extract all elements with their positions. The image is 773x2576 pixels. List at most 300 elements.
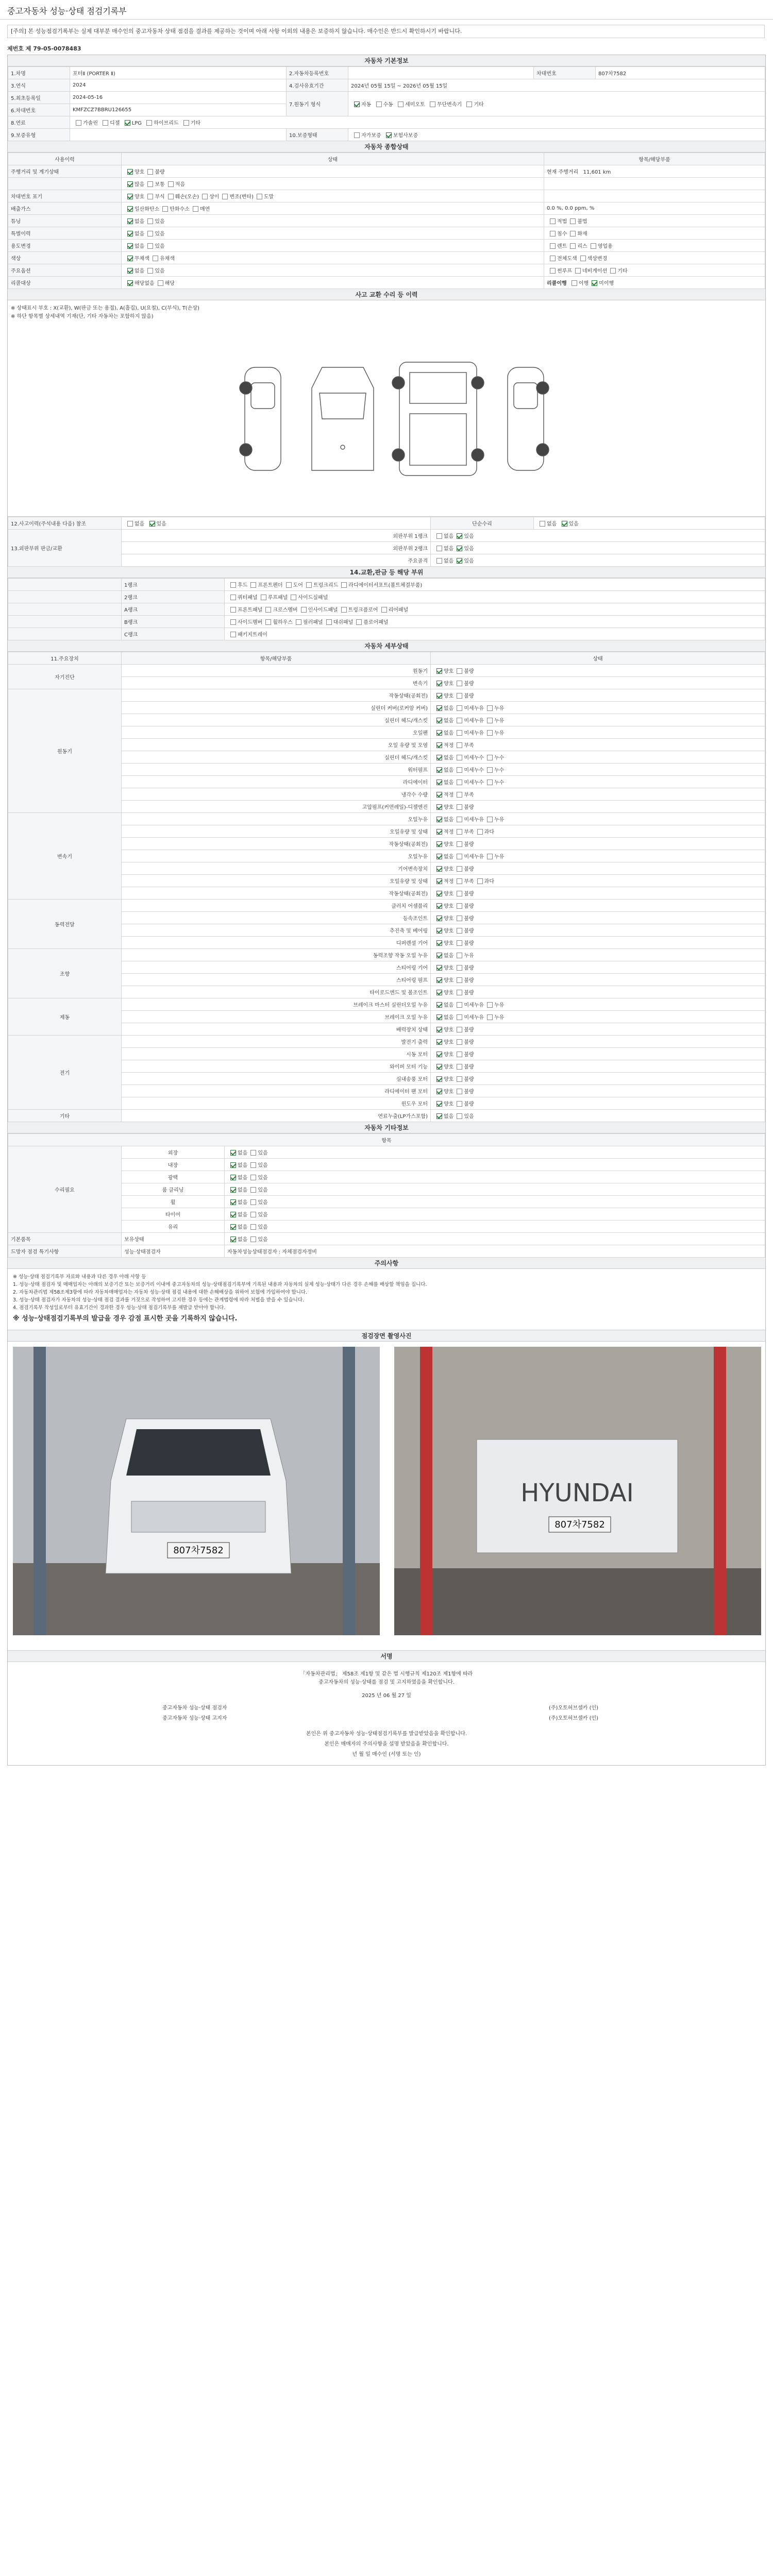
checkbox-icon — [265, 619, 271, 625]
checkbox-icon — [230, 607, 236, 613]
checkbox-icon — [306, 582, 312, 588]
checkbox-icon — [457, 681, 462, 686]
checkbox-icon — [436, 1002, 442, 1008]
checkbox-icon — [436, 990, 442, 995]
label-plate: 2.자동차등록번호 — [287, 67, 348, 79]
checkbox-icon — [436, 1076, 442, 1082]
condition-row: 주요옵션 없음 있음 썬루프 네비게이션 기타 — [8, 264, 765, 277]
detail-row: 윈도우 모터 양호 불량 — [8, 1097, 765, 1110]
detail-row: 제동 브레이크 마스터 실린더오일 누유 없음 미세누유 누유 — [8, 998, 765, 1011]
checkbox-icon — [193, 206, 198, 212]
checkbox-icon — [436, 1052, 442, 1057]
other-row: 광택 없음 있음 — [8, 1171, 765, 1183]
detail-row: 고압펌프(커먼레일)-디젤엔진 양호 불량 — [8, 801, 765, 813]
checkbox-icon — [326, 619, 332, 625]
checkbox-icon — [127, 169, 133, 175]
label-inspection-period: 4.검사유효기간 — [287, 79, 348, 92]
checkbox-icon — [168, 194, 174, 199]
detail-row: 기타 연료누출(LP가스포함) 없음 있음 — [8, 1110, 765, 1122]
other-row: 유리 없음 있음 — [8, 1221, 765, 1233]
detail-row: 변속기 양호 불량 — [8, 677, 765, 689]
condition-row: 주행거리 및 계기상태 양호 불량 현재 주행거리 11,601 km — [8, 165, 765, 178]
detail-row: 기어변속장치 양호 불량 — [8, 862, 765, 875]
condition-row: 리콜대상 해당없음 해당 리콜이행 이행 미이행 — [8, 277, 765, 289]
checkbox-icon — [230, 632, 236, 637]
checkbox-icon — [457, 705, 462, 711]
checkbox-icon — [457, 829, 462, 835]
checkbox-icon — [457, 1039, 462, 1045]
value-inspection-period: 2024년 05월 15일 ~ 2026년 05월 15일 — [348, 79, 765, 92]
other-row: 타이어 없음 있음 — [8, 1208, 765, 1221]
checkbox-icon — [487, 1002, 493, 1008]
label-vin: 6.차대번호 — [8, 104, 70, 116]
checkbox-icon — [570, 243, 576, 249]
detail-row: 브레이크 오일 누유 없음 미세누유 누유 — [8, 1011, 765, 1023]
checkbox-icon — [250, 1224, 256, 1230]
accident-table: 12.사고이력(주석내용 다음) 참조 없음 있음 단순수리 없음 있음 13.외판부위 판금/교환 외판부위 1랭크 없음 있음 외판부위 2랭크 없음 있음 주요골격 없음 있음 — [8, 517, 765, 567]
checkbox-icon — [457, 668, 462, 674]
checkbox-icon — [230, 1150, 236, 1156]
detail-row: 스티어링 기어 양호 불량 — [8, 961, 765, 974]
detail-row: 오일누유 없음 미세누유 누유 — [8, 850, 765, 862]
condition-row: 배출가스 일산화탄소 탄화수소 매연 0.0 %, 0.0 ppm, % — [8, 202, 765, 215]
checkbox-icon — [301, 607, 307, 613]
checkbox-icon — [230, 1175, 236, 1180]
sign-date: 2025 년 06 월 27 일 — [362, 1693, 411, 1699]
rank-row: C랭크 패키지트레이 — [8, 628, 765, 640]
checkbox-icon — [457, 1101, 462, 1107]
label-vin-short: 차대번호 — [534, 67, 596, 79]
checkbox-icon — [230, 582, 236, 588]
section-signature: 서명 — [8, 1651, 765, 1662]
checkbox-icon — [250, 1199, 256, 1205]
checkbox-icon — [436, 546, 442, 551]
checkbox-icon — [354, 132, 360, 138]
checkbox-icon — [436, 693, 442, 699]
checkbox-icon — [436, 1113, 442, 1119]
checkbox-icon — [230, 1199, 236, 1205]
legend-note: ※ 하단 항목별 상세내역 기재(단, 기타 자동차는 포함하지 않음) — [11, 314, 154, 319]
checkbox-icon — [230, 1162, 236, 1168]
checkbox-icon — [457, 977, 462, 983]
checkbox-icon — [436, 1089, 442, 1094]
other-row: 내장 없음 있음 — [8, 1159, 765, 1171]
rank-row: 2랭크 쿼터패널 루프패널 사이드실패널 — [8, 591, 765, 603]
checkbox-icon — [341, 607, 347, 613]
detail-row: 스티어링 펌프 양호 불량 — [8, 974, 765, 986]
checkbox-icon — [487, 767, 493, 773]
checkbox-icon — [291, 595, 296, 600]
condition-row: 특별이력 없음 있음 침수 화재 — [8, 227, 765, 240]
checkbox-icon — [436, 718, 442, 723]
brand-text: HYUNDAI — [520, 1479, 634, 1507]
checkbox-icon — [436, 1014, 442, 1020]
detail-row: 실린더 헤드/개스킷 없음 미세누유 누유 — [8, 714, 765, 726]
checkbox-icon — [125, 120, 130, 126]
checkbox-icon — [250, 1150, 256, 1156]
detail-row: 오일유량 및 상태 적정 부족 과다 — [8, 875, 765, 887]
checkbox-icon — [147, 194, 153, 199]
checkbox-icon — [127, 181, 133, 187]
checkbox-icon — [230, 1236, 236, 1242]
detail-row: 작동상태(공회전) 양호 불량 — [8, 838, 765, 850]
rank-row: A랭크 프론트패널 크로스멤버 인사이드패널 트렁크플로어 리어패널 — [8, 603, 765, 616]
basic-info-table — [8, 66, 765, 141]
checkbox-icon — [146, 120, 152, 126]
checkbox-icon — [572, 280, 577, 286]
label-year: 3.연식 — [8, 79, 70, 92]
section-basic-info: 자동차 기본정보 — [8, 55, 765, 66]
checkbox-icon — [575, 268, 581, 274]
detail-row: 전기 발전기 출력 양호 불량 — [8, 1036, 765, 1048]
checkbox-icon — [436, 1101, 442, 1107]
label-simple-repair: 단순수리 — [431, 517, 534, 530]
note-line: ※ 성능·상태 점검기록부 자료와 내용과 다른 경우 아래 사항 등 — [13, 1274, 146, 1280]
checkbox-icon — [436, 841, 442, 847]
checkbox-icon — [436, 779, 442, 785]
record-body — [7, 55, 766, 1766]
checkbox-icon — [230, 595, 236, 600]
checkbox-icon — [436, 804, 442, 810]
detail-row: 오일팬 없음 미세누유 누유 — [8, 726, 765, 739]
checkbox-icon — [457, 916, 462, 921]
value-model: 포터Ⅱ (PORTER Ⅱ) — [70, 67, 287, 79]
detail-row: 시동 모터 양호 불량 — [8, 1048, 765, 1060]
checkbox-icon — [250, 1212, 256, 1217]
detail-row: 실린더 커버(로커암 커버) 없음 미세누유 누유 — [8, 702, 765, 714]
checkbox-icon — [183, 120, 189, 126]
checkbox-icon — [591, 243, 596, 249]
checkbox-icon — [457, 546, 462, 551]
checkbox-icon — [436, 878, 442, 884]
section-notes: 주의사항 — [8, 1258, 765, 1269]
checkbox-icon — [147, 181, 153, 187]
section-damage-history: 사고 교환 수리 등 이력 — [8, 289, 765, 300]
checkbox-icon — [457, 742, 462, 748]
checkbox-icon — [457, 804, 462, 810]
checkbox-icon — [127, 243, 133, 249]
checkbox-icon — [230, 619, 236, 625]
checkbox-icon — [436, 953, 442, 958]
checkbox-icon — [250, 582, 256, 588]
label-accident-history: 12.사고이력(주석내용 다음) 참조 — [8, 517, 122, 530]
checkbox-icon — [477, 878, 483, 884]
checkbox-icon — [457, 817, 462, 822]
checkbox-icon — [457, 878, 462, 884]
detail-row: 동력전달 클러치 어셈블리 양호 불량 — [8, 900, 765, 912]
checkbox-icon — [286, 582, 292, 588]
detail-row: 실내송풍 모터 양호 불량 — [8, 1073, 765, 1085]
checkbox-icon — [149, 521, 155, 527]
photo-panel — [8, 1342, 765, 1651]
checkbox-icon — [457, 558, 462, 564]
checkbox-icon — [265, 607, 271, 613]
checkbox-icon — [550, 231, 556, 236]
checkbox-icon — [147, 169, 153, 175]
checkbox-icon — [457, 928, 462, 934]
checkbox-icon — [356, 619, 362, 625]
checkbox-icon — [436, 1039, 442, 1045]
plate-rear: 807차7582 — [554, 1519, 605, 1530]
checkbox-icon — [457, 1027, 462, 1032]
checkbox-icon — [436, 705, 442, 711]
checkbox-icon — [147, 268, 153, 274]
checkbox-icon — [436, 730, 442, 736]
checkbox-icon — [127, 206, 133, 212]
condition-row: 차대번호 표기 양호 부식 훼손(오손) 상이 변조(변타) 도말 — [8, 190, 765, 202]
label-model: 1.차명 — [8, 67, 70, 79]
checkbox-icon — [398, 101, 404, 107]
checkbox-icon — [457, 730, 462, 736]
checkbox-icon — [457, 1014, 462, 1020]
checkbox-icon — [250, 1175, 256, 1180]
checkbox-icon — [540, 521, 545, 527]
detail-row: 라디에이터 없음 미세누수 누수 — [8, 776, 765, 788]
fuel-options: 가솔린 디젤 LPG 하이브리드 기타 — [70, 116, 765, 129]
checkbox-icon — [436, 668, 442, 674]
other-row: 수리필요 외장 없음 있음 — [8, 1146, 765, 1159]
checkbox-icon — [436, 681, 442, 686]
detail-row: 워터펌프 없음 미세누수 누수 — [8, 764, 765, 776]
other-row: 룸 클리닝 없음 있음 — [8, 1183, 765, 1196]
checkbox-icon — [341, 582, 347, 588]
checkbox-icon — [127, 521, 133, 527]
checkbox-icon — [147, 243, 153, 249]
detail-row: 타이로드엔드 및 볼조인트 양호 불량 — [8, 986, 765, 998]
checkbox-icon — [487, 718, 493, 723]
detail-row: 디퍼렌셜 기어 양호 불량 — [8, 937, 765, 949]
checkbox-icon — [162, 206, 168, 212]
label-first-reg: 5.최초등록일 — [8, 92, 70, 104]
checkbox-icon — [436, 755, 442, 760]
checkbox-icon — [457, 854, 462, 859]
checkbox-icon — [257, 194, 262, 199]
notes-block — [8, 1269, 765, 1330]
rank-table — [8, 578, 765, 640]
checkbox-icon — [147, 218, 153, 224]
detail-row: 냉각수 수량 적정 부족 — [8, 788, 765, 801]
checkbox-icon — [376, 101, 382, 107]
value-year: 2024 — [70, 79, 287, 92]
checkbox-icon — [487, 779, 493, 785]
label-fuel: 8.연료 — [8, 116, 70, 129]
checkbox-icon — [202, 194, 208, 199]
photo-rear — [394, 1347, 761, 1635]
checkbox-icon — [436, 965, 442, 971]
checkbox-icon — [222, 194, 228, 199]
checkbox-icon — [436, 792, 442, 798]
other-table: 항목 수리필요 외장 없음 있음 내장 없음 있음 광택 없음 있음 룸 클리닝 없음 있음 휠 없음 있음 타이어 없음 있음 유리 없음 있음 기본품목 보유상태 없음 있음 드망자 점검 특기사항 성능·상태점검자 자동차성능상태점검자 : 자체점검자정비 — [8, 1133, 765, 1258]
checkbox-icon — [457, 533, 462, 539]
rank-row: B랭크 사이드멤버 휠하우스 필러패널 대쉬패널 플로어패널 — [8, 616, 765, 628]
checkbox-icon — [477, 829, 483, 835]
checkbox-icon — [127, 280, 133, 286]
detail-row: 실린더 헤드/개스킷 없음 미세누수 누수 — [8, 751, 765, 764]
checkbox-icon — [457, 953, 462, 958]
detail-row: 배력장치 상태 양호 불량 — [8, 1023, 765, 1036]
checkbox-icon — [436, 866, 442, 872]
detail-row: 조향 동력조향 작동 오일 누유 없음 누유 — [8, 949, 765, 961]
checkbox-icon — [550, 256, 556, 261]
checkbox-icon — [457, 866, 462, 872]
document-number: 제번호 제 79-05-0078483 — [7, 45, 81, 52]
note-line: 2. 자동차관리법 제58조제3항에 따라 자동차매매업자는 자동차 성능·상태 점검 내용에 대한 손해배상을 위하여 보험에 가입하여야 합니다. — [13, 1290, 308, 1295]
section-replaced-parts: 14.교환,판금 등 해당 부위 — [8, 567, 765, 578]
checkbox-icon — [457, 891, 462, 896]
checkbox-icon — [487, 705, 493, 711]
section-other: 자동차 기타정보 — [8, 1122, 765, 1133]
value-plate: 807차7582 — [596, 67, 765, 79]
checkbox-icon — [457, 903, 462, 909]
other-row: 휠 없음 있음 — [8, 1196, 765, 1208]
section-photos: 점검장면 촬영사진 — [8, 1330, 765, 1342]
checkbox-icon — [250, 1187, 256, 1193]
checkbox-icon — [436, 767, 442, 773]
checkbox-icon — [436, 533, 442, 539]
checkbox-icon — [570, 231, 576, 236]
warranty-options: 자가보증 보험사보증 — [348, 129, 765, 141]
damage-diagram — [8, 300, 765, 517]
checkbox-icon — [127, 218, 133, 224]
checkbox-icon — [127, 231, 133, 236]
checkbox-icon — [436, 891, 442, 896]
checkbox-icon — [457, 693, 462, 699]
checkbox-icon — [230, 1212, 236, 1217]
checkbox-icon — [436, 1064, 442, 1070]
legend-symbols: ※ 상태표시 부호 : X(교환), W(판금 또는 용접), A(흠집), U(요철), C(부식), T(손상) — [11, 306, 199, 311]
checkbox-icon — [457, 1076, 462, 1082]
checkbox-icon — [457, 1064, 462, 1070]
checkbox-icon — [127, 256, 133, 261]
checkbox-icon — [550, 243, 556, 249]
checkbox-icon — [127, 194, 133, 199]
checkbox-icon — [457, 1089, 462, 1094]
note-line: 3. 성능·상태 점검자가 자동차의 성능·상태 점검 결과를 거짓으로 작성하여 고지한 경우 등에는 관계법령에 따라 처벌을 받을 수 있습니다. — [13, 1297, 305, 1303]
photo-front — [13, 1347, 380, 1635]
checkbox-icon — [230, 1187, 236, 1193]
detail-row: 오일 유량 및 오염 적정 부족 — [8, 739, 765, 751]
checkbox-icon — [430, 101, 435, 107]
checkbox-icon — [230, 1224, 236, 1230]
checkbox-icon — [76, 120, 81, 126]
checkbox-icon — [457, 779, 462, 785]
checkbox-icon — [168, 181, 174, 187]
detail-row: 등속조인트 양호 불량 — [8, 912, 765, 924]
value-vin: KMFZCZ7BBRU126655 — [70, 104, 287, 116]
detail-row: 자기진단 원동기 양호 불량 — [8, 665, 765, 677]
checkbox-icon — [487, 1014, 493, 1020]
checkbox-icon — [103, 120, 108, 126]
checkbox-icon — [386, 132, 392, 138]
checkbox-icon — [436, 558, 442, 564]
checkbox-icon — [153, 256, 158, 261]
checkbox-icon — [487, 817, 493, 822]
checkbox-icon — [436, 829, 442, 835]
checkbox-icon — [250, 1236, 256, 1242]
section-detail: 자동차 세부상태 — [8, 640, 765, 652]
checkbox-icon — [466, 101, 472, 107]
signature-block: 「자동차관리법」 제58조 제1항 및 같은 법 시행규칙 제120조 제1항에 따라 중고자동차의 성능·상태를 점검 및 고지하였음을 확인합니다. 2025 년 06 월 27 일 중고자동차 성능·상태 점검자 중고자동차 성능·상태 고지자 (주)오토허브셀카 (인) (주)오토허브셀카 (인) 본인은 위 중고자동차 성능·상태점검기록부를 발급받았음을 확인합니다. 본인은 매매자의 주의사항을 설명 받았음을 확인합니다. 년 월 일 매수인 (서명 또는 인) — [8, 1662, 765, 1765]
checkbox-icon — [436, 903, 442, 909]
checkbox-icon — [457, 1113, 462, 1119]
checkbox-icon — [457, 965, 462, 971]
checkbox-icon — [127, 268, 133, 274]
checkbox-icon — [381, 607, 387, 613]
checkbox-icon — [457, 841, 462, 847]
condition-row: 용도변경 없음 있음 렌트 리스 영업용 — [8, 240, 765, 252]
checkbox-icon — [580, 256, 586, 261]
checkbox-icon — [147, 231, 153, 236]
checkbox-icon — [550, 218, 556, 224]
condition-row: 많음 보통 적음 — [8, 178, 765, 190]
checkbox-icon — [457, 1002, 462, 1008]
detail-row: 원동기 작동상태(공회전) 양호 불량 — [8, 689, 765, 702]
checkbox-icon — [436, 977, 442, 983]
checkbox-icon — [250, 1162, 256, 1168]
detail-row: 추진축 및 베어링 양호 불량 — [8, 924, 765, 937]
checkbox-icon — [354, 101, 360, 107]
detail-row: 라디에이터 팬 모터 양호 불량 — [8, 1085, 765, 1097]
section-condition: 자동차 종합상태 — [8, 141, 765, 152]
condition-row: 색상 무채색 유채색 전체도색 색상변경 — [8, 252, 765, 264]
checkbox-icon — [570, 218, 576, 224]
checkbox-icon — [487, 854, 493, 859]
detail-row: 와이퍼 모터 기능 양호 불량 — [8, 1060, 765, 1073]
checkbox-icon — [457, 792, 462, 798]
checkbox-icon — [158, 280, 163, 286]
car-outline-diagram — [234, 352, 554, 486]
detail-row: 오일유량 및 상태 적정 부족 과다 — [8, 825, 765, 838]
note-emphasis: ※ 성능·상태점검기록부의 발급을 경우 감점 표시한 곳을 기록하지 않습니다. — [13, 1315, 238, 1323]
label-warranty-form: 10.보증형태 — [287, 129, 348, 141]
condition-table: 사용이력 상태 항목/해당부품 주행거리 및 계기상태 양호 불량 현재 주행거리 11,601 km 많음 보통 적음 차대번호 표기 양호 부식 훼손(오손) 상이 변조(변타) 도말 배출가스 일산화탄소 탄화수소 매연 0.0 %, 0.0 ppm, % 튜닝 없음 있음 적법 불법 특별이력 없음 있음 침수 화재 용도변경 없음 있음 렌트 리스 영업용 색상 무채색 유채색 전체도색 색상변경 주요옵션 없음 있음 썬루프 네비게이션 기타 리콜대상 해당없음 해당 리콜이행 이행 미이행 — [8, 152, 765, 289]
condition-row: 튜닝 없음 있음 적법 불법 — [8, 215, 765, 227]
checkbox-icon — [436, 1027, 442, 1032]
label-transmission: 7.원동기 형식 — [287, 92, 348, 116]
checkbox-icon — [457, 990, 462, 995]
checkbox-icon — [436, 742, 442, 748]
checkbox-icon — [457, 940, 462, 946]
checkbox-icon — [436, 940, 442, 946]
page-title: 중고자동차 성능·상태 점검기록부 — [0, 3, 773, 20]
detail-row: 변속기 오일누유 없음 미세누유 누유 — [8, 813, 765, 825]
value-first-reg: 2024-05-16 — [70, 92, 287, 104]
checkbox-icon — [436, 854, 442, 859]
checkbox-icon — [261, 595, 266, 600]
checkbox-icon — [592, 280, 597, 286]
note-line: 1. 성능·상태 점검자 및 매매업자는 아래의 보증기간 또는 보증거리 이내에 중고자동차의 성능·상태점검기록부에 기록된 내용과 자동차의 실제 성능·상태가 다른 경우 손해를 배상할 책임을 집니다. — [13, 1282, 427, 1287]
transmission-options: 자동 수동 세미오토 무단변속기 기타 — [348, 92, 765, 116]
checkbox-icon — [550, 268, 556, 274]
checkbox-icon — [296, 619, 301, 625]
notice-banner: [주의] 본 성능점검기록부는 실제 대부분 매수인의 중고자동차 상태 점검을 결과를 제공하는 것이며 아래 사항 이외의 내용은 보증하지 않습니다. 매수인은 반드시 확인하시기 바랍니다. — [7, 25, 765, 38]
checkbox-icon — [457, 755, 462, 760]
checkbox-icon — [457, 1052, 462, 1057]
checkbox-icon — [610, 268, 616, 274]
checkbox-icon — [562, 521, 567, 527]
label-warranty-type: 9.보증유형 — [8, 129, 70, 141]
checkbox-icon — [487, 730, 493, 736]
plate-front: 807차7582 — [173, 1545, 224, 1556]
checkbox-icon — [457, 718, 462, 723]
detail-table: 11.주요장치 항목/해당부품 상태 자기진단 원동기 양호 불량 변속기 양호 불량 원동기 작동상태(공회전) 양호 불량 실린더 커버(로커암 커버) 없음 미세누유 누유 실린더 헤드/개스킷 없음 미세누유 누유 오일팬 없음 미세누유 누유 오일 유량 및 오염 적정 부족 실린더 헤드/개스킷 없음 미세누수 누수 워터펌프 없음 미세누수 누수 라디에이터 없음 미세누수 누수 냉각수 수량 적정 부족 고압펌프(커먼레일)-디젤엔진 양호 불량 변속기 오일누유 없음 미세누유 누유 오일유량 및 상태 적정 부족 과다 작동상태(공회전) 양호 불량 오일누유 없음 미세누유 누유 기어변속장치 양호 불량 오일유량 및 상태 적정 부족 과다 작동상태(공회전) 양호 불량 동력전달 클러치 어셈블리 양호 불량 등속조인트 양호 불량 추진축 및 베어링 양호 불량 디퍼렌셜 기어 양호 불량 조향 동력조향 작동 오일 누유 없음 누유 스티어링 기어 양호 불량 스티어링 펌프 양호 불량 타이로드엔드 및 볼조인트 양호 불량 제동 브레이크 마스터 실린더오일 누유 없음 미세누유 누유 브레이크 오일 누유 없음 미세누유 누유 배력장치 상태 양호 불량 전기 발전기 출력 양호 불량 시동 모터 양호 불량 와이퍼 모터 기능 양호 불량 실내송풍 모터 양호 불량 라디에이터 팬 모터 양호 불량 윈도우 모터 양호 불량 기타 연료누출(LP가스포함) 없음 있음 — [8, 652, 765, 1122]
checkbox-icon — [436, 817, 442, 822]
rank-row: 1랭크 후드 프론트펜더 도어 트렁크리드 라디에이터서포트(볼트체결부품) — [8, 579, 765, 591]
detail-row: 작동상태(공회전) 양호 불량 — [8, 887, 765, 900]
checkbox-icon — [436, 928, 442, 934]
checkbox-icon — [457, 767, 462, 773]
note-line: 4. 점검기록부 작성일로부터 유효기간이 경과한 경우 성능·상태 점검기록부를 재발급 받아야 합니다. — [13, 1305, 226, 1311]
